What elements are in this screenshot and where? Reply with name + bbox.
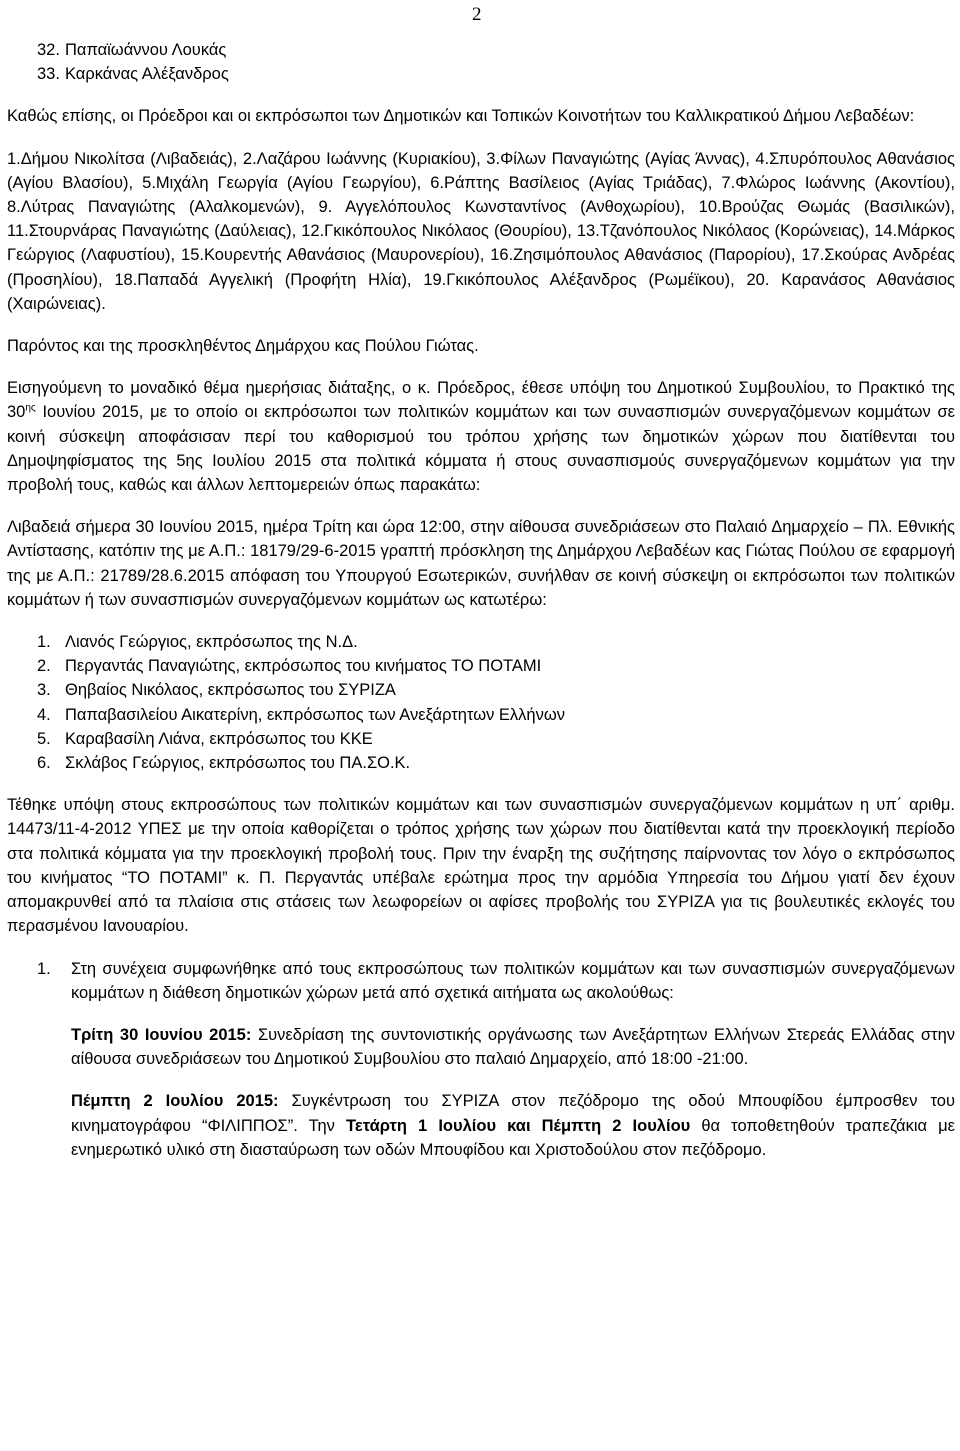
representative-text: Θηβαίος Νικόλαος, εκπρόσωπος του ΣΥΡΙΖΑ [65,681,396,700]
thursday-text-cont: θα τοποθετηθούν τραπεζάκια με ενημερωτικό υλικό στη διασταύρωση των οδών Μπουφίδου και Χριστοδούλου στον πεζόδρομο. [71,1116,956,1159]
representatives-list [7,630,955,775]
item-number: 3. [37,681,51,700]
item-intro-paragraph [7,376,955,497]
thursday-paragraph [7,1089,955,1162]
intro-paragraph: Καθώς επίσης, οι Πρόεδροι και οι εκπρόσωποι των Δημοτικών και Τοπικών Κοινοτήτων του Καλλικρατικού Δήμου Λεβαδέων: [7,107,915,126]
page-number: 2 [472,4,482,25]
document-body [7,38,955,1162]
item-number: 33. [37,65,60,84]
agreement-item [7,957,955,1005]
thursday-text: Συγκέντρωση του ΣΥΡΙΖΑ στον πεζόδρομο της οδού Μπουφίδου έμπροσθεν του κινηματογράφου “ΦΙΛΙΠΠΟΣ”. Την [71,1092,955,1135]
tuesday-date: Τρίτη 30 Ιουνίου 2015: [71,1025,252,1044]
item-number: 32. [37,41,60,59]
item-number: 4. [37,705,51,724]
agreement-text: Στη συνέχεια συμφωνήθηκε από τους εκπροσώπους των πολιτικών κομμάτων και των συνασπισμών συνεργαζόμενων κομμάτων η διάθεση δημοτικών χώρων μετά από σχετικά αιτήματα ως ακολούθως: [71,959,955,1002]
submitted-paragraph: Τέθηκε υπόψη στους εκπροσώπους των πολιτικών κομμάτων και των συνασπισμών συνεργαζόμενων κομμάτων η υπ΄ αριθμ. 14473/11-4-2012 ΥΠΕΣ με την οποία καθορίζεται ο τρόπος χρήσης των χώρων που διατίθενται κατά την προεκλογική περίοδο στα πολιτικά κόμματα για την προεκλογική προβολή τους. Πριν την έναρξη της συζήτησης παίρνοντας τον λόγο ο εκπρόσωπος του κινήματος “ΤΟ ΠΟΤΑΜΙ” κ. Π. Περγαντάς υπέβαλε ερώτημα προς την αρμόδια Υπηρεσία του Δήμου γιατί δεν έχουν απομακρυνθεί από τα πλαίσια στις στάσεις των λεωφορείων οι αφίσες προβολής του ΣΥΡΙΖΑ για τις βουλευτικές εκλογές του περασμένου Ιανουαρίου. [7,796,955,936]
list-item [7,727,955,751]
item-number: 1. [37,633,51,652]
tuesday-text: Συνεδρίαση της συντονιστικής οργάνωσης των Ανεξάρτητων Ελλήνων Στερεάς Ελλάδας στην αίθουσα συνεδριάσεων του Δημοτικού Συμβουλίου στο παλαιό Δημαρχείο, από 18:00 -21:00. [71,1025,955,1069]
presidents-paragraph: 1.Δήμου Νικολίτσα (Λιβαδειάς), 2.Λαζάρου Ιωάννης (Κυριακίου), 3.Φίλων Παναγιώτης (Αγίας Άννας), 4.Σπυρόπουλος Αθανάσιος (Αγίου Βλασίου), 5.Μιχάλη Γεωργία (Αγίου Γεωργίου), 6.Ράπτης Βασίλειος (Αγίας Τριάδας), 7.Φλώρος Ιωάννης (Ακοντίου), 8.Λύτρας Παναγιώτης (Αλαλκομενών), 9. Αγγελόπουλος Κωνσταντίνος (Ανθοχωρίου), 10.Βρούζας Θωμάς (Βασιλικών), 11.Στουρνάρας Παναγιώτης (Δαύλειας), 12.Γκικόπουλος Νικόλαος (Θουρίου), 13.Τζανόπουλος Νικόλαος (Κορώνειας), 14.Μάρκος Γεώργιος (Λαφυστίου), 15.Κουρεντής Αθανάσιος (Μαυρονερίου), 16.Ζησιμόπουλος Αθανάσιος (Παρορίου), 17.Σκούρας Ανδρέας (Προσηλίου), 18.Παπαδά Αγγελική (Προφήτη Ηλία), 19.Γκικόπουλος Αλέξανδρος (Ρωμέϊκου), 20. Καρανάσος Αθανάσιος (Χαιρώνειας). [7,149,955,313]
thursday-date: Πέμπτη 2 Ιουλίου 2015: [71,1092,279,1111]
representative-text: Λιανός Γεώργιος, εκπρόσωπος της Ν.Δ. [65,633,358,652]
tuesday-paragraph [7,1023,955,1071]
representative-text: Περγαντάς Παναγιώτης, εκπρόσωπος του κινήματος ΤΟ ΠΟΤΑΜΙ [65,657,542,676]
attendee-name: Καρκάνας Αλέξανδρος [65,65,229,84]
list-item [7,678,955,702]
item-number: 6. [37,754,51,773]
minutes-paragraph: Λιβαδειά σήμερα 30 Ιουνίου 2015, ημέρα Τρίτη και ώρα 12:00, στην αίθουσα συνεδριάσεων στο Παλαιό Δημαρχείο – Πλ. Εθνικής Αντίστασης, κατόπιν της με Α.Π.: 18179/29-6-2015 γραπτή πρόσκληση της Δημάρχου Λεβαδέων κας Γιώτας Πούλου σε εφαρμογή της με Α.Π.: 21789/28.6.2015 απόφαση του Υπουργού Εσωτερικών, συνήλθαν σε κοινή σύσκεψη οι εκπρόσωποι των πολιτικών κομμάτων ή των συνασπισμών συνεργαζόμενων κομμάτων ως κατωτέρω: [7,518,955,609]
item-number: 1. [37,959,51,978]
list-item [7,38,955,62]
item-number: 5. [37,729,51,748]
attendees-list [7,38,955,86]
list-item [7,751,955,775]
representative-text: Καραβασίλη Λιάνα, εκπρόσωπος του ΚΚΕ [65,729,373,748]
item-intro-text-cont: Ιουνίου 2015, με το οποίο οι εκπρόσωποι των πολιτικών κομμάτων και των συνασπισμών συνεργαζόμενων κομμάτων σε κοινή σύσκεψη αποφάσισαν περί του καθορισμού του τρόπου χρήσης των δημοτικών χώρων που διατίθενται του Δημοψηφίσματος της 5ης Ιουλίου 2015 στα πολιτικά κόμματα ή στους συνασπισμούς συνεργαζόμενων κομμάτων για την προβολή τους, καθώς και άλλων λεπτομερειών όπως παρακάτω: [7,403,955,495]
item-number: 2. [37,657,51,676]
list-item [7,630,955,654]
item-intro-text: Εισηγούμενη το μοναδικό θέμα ημερήσιας διάταξης, ο κ. Πρόεδρος, έθεσε υπόψη του Δημοτικού Συμβουλίου, το Πρακτικό της 30 [7,379,955,422]
list-item [7,654,955,678]
mayor-present-paragraph: Παρόντος και της προσκληθέντος Δημάρχου κας Πούλου Γιώτας. [7,337,479,356]
list-item [7,703,955,727]
representative-text: Παπαβασιλείου Αικατερίνη, εκπρόσωπος των Ανεξάρτητων Ελλήνων [65,705,565,724]
representative-text: Σκλάβος Γεώργιος, εκπρόσωπος του ΠΑ.ΣΟ.Κ. [65,754,411,773]
list-item [7,62,955,86]
attendee-name: Παπαϊωάννου Λουκάς [65,41,227,59]
thursday-dates-bold: Τετάρτη 1 Ιουλίου και Πέμπτη 2 Ιουλίου [346,1116,691,1135]
ordinal-superscript: ης [25,402,36,414]
